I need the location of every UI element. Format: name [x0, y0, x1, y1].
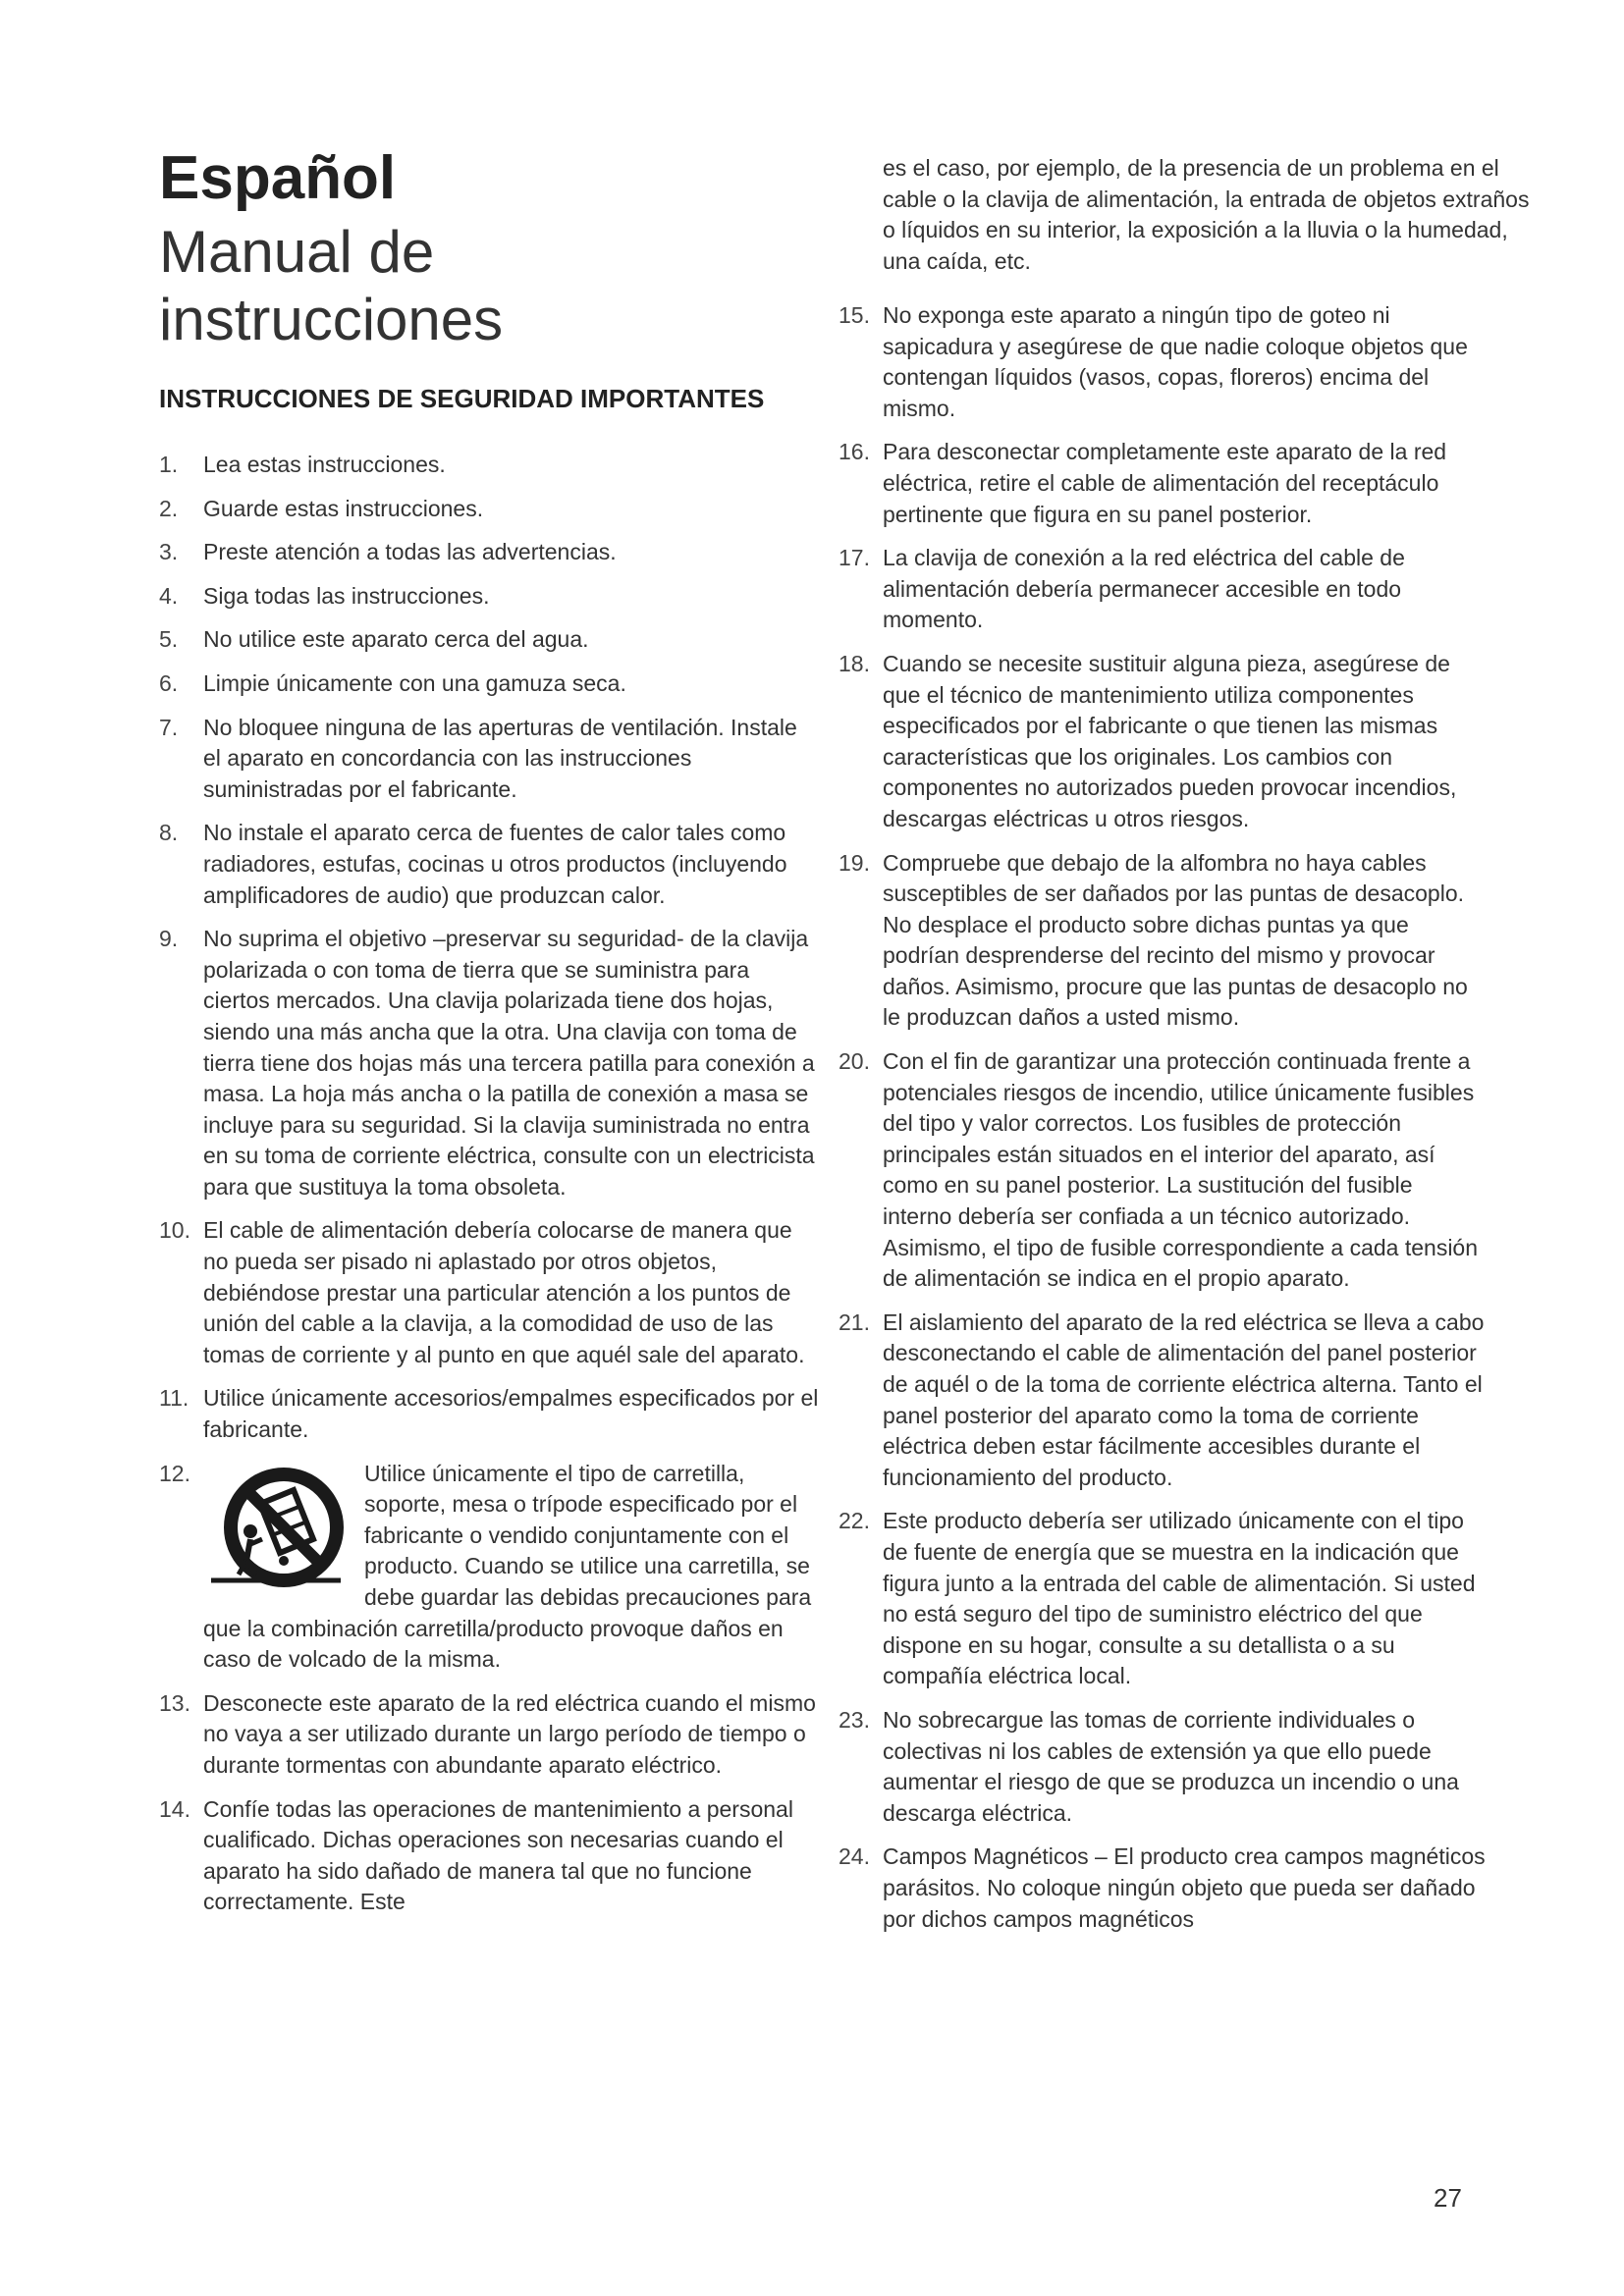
item-number: 1.	[159, 452, 179, 477]
item-text: Limpie únicamente con una gamuza seca.	[203, 669, 626, 696]
cart-warning-svg	[203, 1463, 351, 1592]
item-text: Este producto debería ser utilizado únicamente con el tipo de fuente de energía que se muestra en la indicación que figura junto a la entrada del cable de alimentación. Si usted no está seguro del tipo de suministro eléctrico del que dispone en su hogar, consulte a su detallista o a su compañía eléctrica local.	[883, 1508, 1476, 1689]
item-text: Lea estas instrucciones.	[203, 452, 446, 477]
document-title: Manual de instrucciones	[159, 219, 504, 352]
item-number: 21.	[839, 1308, 870, 1335]
item-number: 8.	[159, 820, 179, 846]
list-item-with-icon	[159, 1459, 819, 1676]
safety-list-left	[159, 450, 819, 1931]
item-number: 11.	[159, 1385, 189, 1412]
item-text: Utilice únicamente el tipo de carretilla, soporte, mesa o trípode especificado por el fabricante o vendido conjuntamente con el producto. Cuando se utilice una carretilla, se debe guardar las debidas precauciones para que la combinación carretilla/producto provoque daños en caso de volcado de la misma.	[203, 1460, 812, 1673]
list-item	[839, 848, 1487, 1035]
item-text: Siga todas las instrucciones.	[203, 582, 490, 609]
item-number: 6.	[159, 669, 179, 696]
list-item	[159, 450, 819, 481]
item-number: 22.	[839, 1508, 870, 1534]
item-text: Con el fin de garantizar una protección continuada frente a potenciales riesgos de incendio, utilice únicamente fusibles del tipo y valor correctos. Los fusibles de protección principales están situados en el interior del aparato, así como en su panel posterior. La sustitución del fusible interno debería ser confiada a un técnico autorizado. Asimismo, el tipo de fusible correspondiente a cada tensión de alimentación se indica en el propio aparato.	[883, 1048, 1479, 1292]
list-item	[839, 1506, 1487, 1692]
item-number: 7.	[159, 714, 179, 740]
item-number: 14.	[159, 1795, 190, 1822]
list-item	[159, 1688, 819, 1782]
list-item	[159, 818, 819, 911]
list-item	[839, 1705, 1487, 1829]
list-item	[839, 649, 1487, 835]
item-text: No sobrecargue las tomas de corriente individuales o colectivas ni los cables de extensión ya que ello puede aumentar el riesgo de que se produzca un incendio o una descarga eléctrica.	[883, 1706, 1459, 1826]
item-number: 9.	[159, 926, 179, 952]
item-number: 24.	[839, 1843, 870, 1870]
item-text: Guarde estas instrucciones.	[203, 495, 484, 521]
item-text: Preste atención a todas las advertencias.	[203, 539, 617, 565]
list-item	[839, 1046, 1487, 1295]
list-item	[159, 713, 819, 806]
item-number: 4.	[159, 582, 179, 609]
item-number: 19.	[839, 849, 870, 876]
item-text: Desconecte este aparato de la red eléctrica cuando el mismo no vaya a ser utilizado durante un largo período de tiempo o durante tormentas con abundante aparato eléctrico.	[203, 1689, 816, 1778]
item-text: No exponga este aparato a ningún tipo de goteo ni sapicadura y asegúrese de que nadie coloque objetos que contengan líquidos (vasos, copas, floreros) encima del mismo.	[883, 302, 1468, 421]
item-number: 23.	[839, 1706, 870, 1733]
item-text: Compruebe que debajo de la alfombra no haya cables susceptibles de ser dañados por las puntas de desacoplo. No desplace el producto sobre dichas puntas ya que podrían desprenderse del recinto del mismo y provocar daños. Asimismo, procure que las puntas de desacoplo no le produzcan daños a usted mismo.	[883, 849, 1468, 1031]
item-number: 16.	[839, 439, 870, 465]
page-number: 27	[1434, 2183, 1462, 2213]
list-item	[159, 624, 819, 656]
item-number: 13.	[159, 1689, 190, 1716]
item-14-continuation: es el caso, por ejemplo, de la presencia de un problema en el cable o la clavija de alimentación, la entrada de objetos extraños o líquidos en su interior, la exposición a la lluvia o la humedad, una caída, etc.	[883, 155, 1530, 274]
list-item	[159, 924, 819, 1202]
item-text: El aislamiento del aparato de la red eléctrica se lleva a cabo desconectando el cable de alimentación del panel posterior de aquél o de la toma de corriente eléctrica alterna. Tanto el panel posterior del aparato como la toma de corriente eléctrica deben estar fácilmente accesibles durante el funcionamiento del producto.	[883, 1308, 1485, 1490]
item-text: Para desconectar completamente este aparato de la red eléctrica, retire el cable de alimentación del receptáculo pertinente que figura en su panel posterior.	[883, 439, 1447, 527]
item-number: 3.	[159, 539, 179, 565]
item-text: Utilice únicamente accesorios/empalmes especificados por el fabricante.	[203, 1385, 819, 1443]
item-text: El cable de alimentación debería colocarse de manera que no pueda ser pisado ni aplastado por otros objetos, debiéndose prestar una particular atención a los puntos de unión del cable a la clavija, a la comodidad de uso de las tomas de corriente y al punto en que aquél sale del aparato.	[203, 1217, 805, 1367]
language-title: Español	[159, 144, 397, 212]
list-item	[839, 543, 1487, 636]
item-text: No suprima el objetivo –preservar su seguridad- de la clavija polarizada o con toma de tierra que se suministra para ciertos mercados. Una clavija polarizada tiene dos hojas, siendo una más ancha que la otra. Una clavija con toma de tierra tiene dos hojas más una tercera patilla para conexión a masa. La hoja más ancha o la patilla de conexión a masa se incluye para su seguridad. Si la clavija suministrada no entra en su toma de corriente eléctrica, consulte con un electricista para que sustituya la toma obsoleta.	[203, 926, 815, 1200]
item-number: 12.	[159, 1460, 190, 1486]
list-item	[839, 300, 1487, 424]
list-item	[839, 1842, 1487, 1935]
item-text: Confíe todas las operaciones de mantenimiento a personal cualificado. Dichas operaciones son necesarias cuando el aparato ha sido dañado de manera tal que no funcione correctamente. Este	[203, 1795, 793, 1915]
item-number: 5.	[159, 626, 179, 653]
list-item	[159, 1383, 819, 1445]
list-item	[839, 1308, 1487, 1494]
item-text: Campos Magnéticos – El producto crea campos magnéticos parásitos. No coloque ningún objeto que pueda ser dañado por dichos campos magnéticos	[883, 1843, 1486, 1932]
list-item	[159, 668, 819, 700]
list-item	[159, 581, 819, 613]
item-number: 17.	[839, 545, 870, 571]
item-text: No utilice este aparato cerca del agua.	[203, 626, 589, 653]
item-number: 10.	[159, 1217, 190, 1244]
item-text: No bloquee ninguna de las aperturas de ventilación. Instale el aparato en concordancia con las instrucciones suministradas por el fabricante.	[203, 714, 797, 802]
item-number: 18.	[839, 650, 870, 676]
item-number: 20.	[839, 1048, 870, 1075]
list-item	[159, 1794, 819, 1918]
list-item	[159, 494, 819, 525]
item-text: No instale el aparato cerca de fuentes de calor tales como radiadores, estufas, cocinas u otros productos (incluyendo amplificadores de audio) que produzcan calor.	[203, 820, 787, 908]
item-text: La clavija de conexión a la red eléctrica del cable de alimentación debería permanecer accesible en todo momento.	[883, 545, 1405, 633]
item-text: Cuando se necesite sustituir alguna pieza, asegúrese de que el técnico de mantenimiento utiliza componentes especificados por el fabricante o que tienen las mismas características que los originales. Los cambios con componentes no autorizados pueden provocar incendios, descargas eléctricas u otros riesgos.	[883, 650, 1457, 831]
list-item	[159, 1215, 819, 1370]
list-item	[159, 537, 819, 568]
item-number: 2.	[159, 495, 179, 521]
section-heading: INSTRUCCIONES DE SEGURIDAD IMPORTANTES	[159, 384, 765, 413]
list-item	[839, 437, 1487, 530]
item-number: 15.	[839, 302, 870, 328]
safety-list-right	[839, 300, 1487, 1948]
cart-tip-over-warning-icon	[203, 1463, 351, 1592]
